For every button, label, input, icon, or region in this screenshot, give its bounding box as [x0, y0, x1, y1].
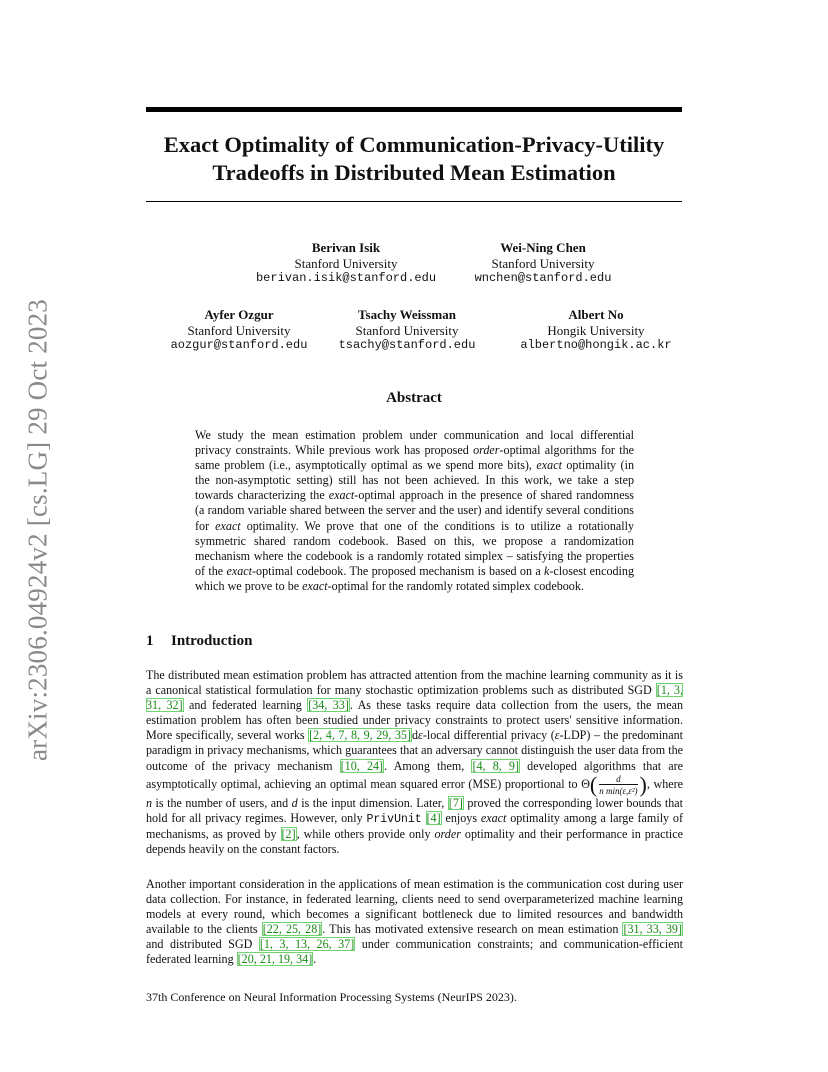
citation-link[interactable]: [7]	[448, 795, 463, 810]
intro-paragraph-1: The distributed mean estimation problem has attracted attention from the machine learning community as it is a canonical statistical formulation for many stochastic optimization problems such as distributed SGD [1, 3, 31, 32] and federated learning [34, 33]. As these tasks require data collection from the users, the mean estimation problem has often been studied under privacy constraints to protect users' sensitive information. More specifically, several works [2, 4, 7, 8, 9, 29, 35]dε-local differential privacy (ε-LDP) – the predominant paradigm in privacy mechanisms, which guarantees that an adversary cannot distinguish the user data from the outcome of the privacy mechanism [10, 24]. Among them, [4, 8, 9] developed algorithms that are asymptotically optimal, achieving an optimal mean squared error (MSE) proportional to Θ ( $\frac{d}{\text{n min(ε,ε²)}}$ ) , where n is the number of users, and d is the input dimension. Later, [7] proved the corresponding lower bounds that hold for all privacy regimes. However, only PrivUnit [4] enjoys exact optimality among a large family of mechanisms, as proved by [2], while others provide only order optimality and their performance in practice depends heavily on the constant factors.	[146, 668, 684, 856]
title-line-1: Exact Optimality of Communication-Privacy-Utility	[163, 132, 665, 157]
abstract-text: We study the mean estimation problem under communication and local differential privacy constraints. While previous work has proposed order-optimal algorithms for the same problem (i.e., asymptotically optimal as we spend more bits), exact optimality (in the non-asymptotic setting) still has not been achieved. In this work, we take a step towards characterizing the exact-optimal approach in the presence of shared randomness (a random variable shared between the server and the user) and identify several conditions for exact optimality. We prove that one of the conditions is to utilize a rotationally symmetric shared random codebook. Based on this, we propose a randomization mechanism where the codebook is a randomly rotated simplex – satisfying the properties of the exact-optimal codebook. The proposed mechanism is based on a k-closest encoding which we prove to be exact-optimal for the randomly rotated simplex codebook.	[195, 428, 634, 593]
citation-link[interactable]: [1, 3, 31, 32]	[146, 683, 683, 713]
citation-link[interactable]: [31, 33, 39]	[623, 922, 683, 937]
citation-link[interactable]: [4]	[426, 810, 441, 825]
author-affiliation: Hongik University	[547, 322, 645, 338]
author-name: Ayfer Ozgur	[204, 307, 274, 322]
author-name: Tsachy Weissman	[358, 307, 456, 322]
author-affiliation: Stanford University	[187, 322, 291, 338]
paper-title	[146, 131, 682, 187]
citation-link[interactable]: [2]	[281, 826, 296, 841]
citation-link[interactable]: [2, 4, 7, 8, 9, 29, 35]	[309, 728, 411, 743]
title-line-2: Tradeoffs in Distributed Mean Estimation	[212, 160, 616, 185]
abstract-heading: Abstract	[386, 390, 442, 406]
author-email[interactable]: wnchen@stanford.edu	[474, 271, 612, 285]
author-name: Albert No	[568, 307, 624, 322]
citation-link[interactable]: [22, 25, 28]	[262, 922, 322, 937]
citation-link[interactable]: [10, 24]	[340, 758, 384, 773]
author-block	[428, 240, 658, 287]
author-affiliation: Stanford University	[491, 255, 595, 271]
author-affiliation: Stanford University	[294, 255, 398, 271]
author-email[interactable]: berivan.isik@stanford.edu	[255, 271, 437, 285]
citation-link[interactable]: [20, 21, 19, 34]	[237, 952, 313, 967]
conference-footnote: 37th Conference on Neural Information Processing Systems (NeurIPS 2023).	[146, 990, 517, 1004]
author-email[interactable]: tsachy@stanford.edu	[338, 338, 476, 352]
section-number: 1	[146, 633, 154, 649]
author-email[interactable]: aozgur@stanford.edu	[170, 338, 308, 352]
citation-link[interactable]: [1, 3, 13, 26, 37]	[259, 937, 355, 952]
title-rule-bottom	[146, 201, 682, 202]
author-block	[481, 307, 711, 354]
author-name: Berivan Isik	[311, 240, 381, 255]
arxiv-stamp-text: arXiv:2306.04924v2 [cs.LG] 29 Oct 2023	[22, 298, 53, 762]
section-title: Introduction	[171, 633, 253, 649]
author-affiliation: Stanford University	[355, 322, 459, 338]
theta-expression: Θ ( $\frac{d}{\text{n min(ε,ε²)}}$ )	[581, 771, 647, 797]
author-block	[231, 240, 461, 287]
intro-paragraph-2: Another important consideration in the applications of mean estimation is the communication cost during user data collection. For instance, in federated learning, clients need to send overparameterized machine learning models at every round, which becomes a significant bottleneck due to limited resources and bandwidth available to the clients [22, 25, 28]. This has motivated extensive research on mean estimation [31, 33, 39] and distributed SGD [1, 3, 13, 26, 37] under communication constraints; and communication-efficient federated learning [20, 21, 19, 34].	[146, 877, 683, 967]
citation-link[interactable]: [34, 33]	[308, 698, 349, 713]
author-email[interactable]: albertno@hongik.ac.kr	[520, 338, 672, 352]
author-name: Wei-Ning Chen	[500, 240, 586, 255]
section-heading	[146, 633, 252, 650]
arxiv-stamp	[10, 300, 66, 760]
privunit-code: PrivUnit	[366, 812, 422, 826]
title-rule-top	[146, 107, 682, 112]
citation-link[interactable]: [4, 8, 9]	[472, 758, 520, 773]
